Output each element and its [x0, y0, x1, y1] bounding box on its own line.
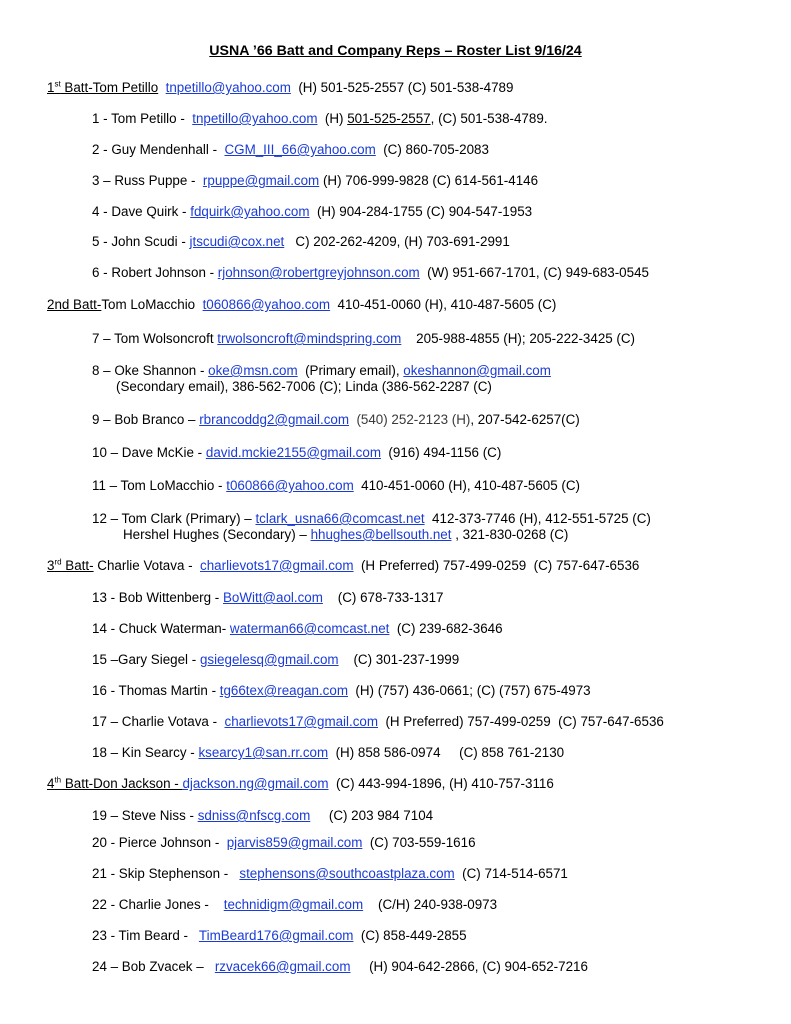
list-item: 19 – Steve Niss - sdniss@nfscg.com (C) 203 984 7104 [92, 808, 434, 823]
batt-3-header: 3rd Batt- Charlie Votava - charlievots17@gmail.com (H Preferred) 757-499-0259 (C) 757-647-6536 [47, 557, 640, 573]
list-item-continuation: (Secondary email), 386-562-7006 (C); Linda (386-562-2287 (C) [116, 379, 492, 394]
list-item: 7 – Tom Wolsoncroft trwolsoncroft@mindspring.com 205-988-4855 (H); 205-222-3425 (C) [92, 331, 636, 346]
batt-4-header: 4th Batt-Don Jackson - djackson.ng@gmail.com (C) 443-994-1896, (H) 410-757-3116 [47, 775, 554, 791]
email-link[interactable]: trwolsoncroft@mindspring.com [217, 331, 402, 346]
list-item: 24 – Bob Zvacek – rzvacek66@gmail.com (H) 904-642-2866, (C) 904-652-7216 [92, 959, 588, 974]
email-link[interactable]: t060866@yahoo.com [226, 478, 354, 493]
email-link[interactable]: fdquirk@yahoo.com [190, 204, 310, 219]
email-link[interactable]: tnpetillo@yahoo.com [192, 111, 318, 126]
list-item: 17 – Charlie Votava - charlievots17@gmail.com (H Preferred) 757-499-0259 (C) 757-647-6536 [92, 714, 664, 729]
email-link[interactable]: gsiegelesq@gmail.com [199, 652, 339, 667]
batt-2-email-link[interactable]: t060866@yahoo.com [202, 297, 331, 312]
list-item: 3 – Russ Puppe - rpuppe@gmail.com (H) 706-999-9828 (C) 614-561-4146 [92, 173, 539, 188]
batt-1-label: 1st Batt-Tom Petillo [47, 79, 159, 95]
email-link[interactable]: BoWitt@aol.com [223, 590, 323, 605]
list-item: 8 – Oke Shannon - oke@msn.com (Primary email), okeshannon@gmail.com [92, 363, 551, 378]
batt-3-label: 3rd Batt- [47, 557, 94, 573]
list-item: 11 – Tom LoMacchio - t060866@yahoo.com 410-451-0060 (H), 410-487-5605 (C) [92, 478, 580, 493]
list-item: 2 - Guy Mendenhall - CGM_III_66@yahoo.com (C) 860-705-2083 [92, 142, 489, 157]
email-link[interactable]: charlievots17@gmail.com [224, 714, 379, 729]
email-link[interactable]: pjarvis859@gmail.com [226, 835, 363, 850]
list-item: 18 – Kin Searcy - ksearcy1@san.rr.com (H) 858 586-0974 (C) 858 761-2130 [92, 745, 565, 760]
email-link[interactable]: tclark_usna66@comcast.net [255, 511, 425, 526]
email-link-secondary[interactable]: okeshannon@gmail.com [403, 363, 551, 378]
list-item: 20 - Pierce Johnson - pjarvis859@gmail.com (C) 703-559-1616 [92, 835, 476, 850]
email-link[interactable]: technidigm@gmail.com [223, 897, 364, 912]
list-item: 14 - Chuck Waterman- waterman66@comcast.net (C) 239-682-3646 [92, 621, 503, 636]
batt-1-email-link[interactable]: tnpetillo@yahoo.com [165, 80, 291, 95]
batt-3-email-link[interactable]: charlievots17@gmail.com [200, 558, 354, 573]
list-item: 4 - Dave Quirk - fdquirk@yahoo.com (H) 904-284-1755 (C) 904-547-1953 [92, 204, 533, 219]
batt-2-header: 2nd Batt-Tom LoMacchio t060866@yahoo.com 410-451-0060 (H), 410-487-5605 (C) [47, 297, 557, 312]
list-item: 13 - Bob Wittenberg - BoWitt@aol.com (C) 678-733-1317 [92, 590, 444, 605]
email-link[interactable]: david.mckie2155@gmail.com [205, 445, 381, 460]
email-link[interactable]: rzvacek66@gmail.com [214, 959, 351, 974]
list-item: 9 – Bob Branco – rbrancoddg2@gmail.com (540) 252-2123 (H), 207-542-6257(C) [92, 412, 580, 427]
list-item: 6 - Robert Johnson - rjohnson@robertgreyjohnson.com (W) 951-667-1701, (C) 949-683-0545 [92, 265, 649, 280]
email-link[interactable]: rpuppe@gmail.com [202, 173, 320, 188]
page-title: USNA ’66 Batt and Company Reps – Roster List 9/16/24 [209, 43, 582, 59]
email-link[interactable]: tg66tex@reagan.com [219, 683, 348, 698]
batt-4-label: 4th Batt-Don Jackson - [47, 775, 183, 791]
email-link[interactable]: hhughes@bellsouth.net [310, 527, 452, 542]
list-item: 1 - Tom Petillo - tnpetillo@yahoo.com (H) 501-525-2557, (C) 501-538-4789. [92, 111, 548, 126]
email-link[interactable]: jtscudi@cox.net [189, 234, 285, 249]
batt-4-email-link[interactable]: djackson.ng@gmail.com [182, 776, 329, 791]
email-link[interactable]: sdniss@nfscg.com [197, 808, 311, 823]
email-link[interactable]: rjohnson@robertgreyjohnson.com [217, 265, 420, 280]
email-link[interactable]: ksearcy1@san.rr.com [198, 745, 329, 760]
email-link[interactable]: rbrancoddg2@gmail.com [199, 412, 350, 427]
email-link[interactable]: TimBeard176@gmail.com [198, 928, 354, 943]
list-item: 22 - Charlie Jones - technidigm@gmail.com (C/H) 240-938-0973 [92, 897, 498, 912]
email-link[interactable]: stephensons@southcoastplaza.com [239, 866, 455, 881]
list-item: 12 – Tom Clark (Primary) – tclark_usna66@comcast.net 412-373-7746 (H), 412-551-5725 (C) [92, 511, 651, 526]
list-item: 21 - Skip Stephenson - stephensons@southcoastplaza.com (C) 714-514-6571 [92, 866, 568, 881]
list-item: 23 - Tim Beard - TimBeard176@gmail.com (C) 858-449-2855 [92, 928, 467, 943]
list-item: 10 – Dave McKie - david.mckie2155@gmail.com (916) 494-1156 (C) [92, 445, 502, 460]
batt-2-label: 2nd Batt- [47, 297, 102, 312]
list-item-secondary: Hershel Hughes (Secondary) – hhughes@bellsouth.net , 321-830-0268 (C) [123, 527, 569, 542]
batt-1-header: 1st Batt-Tom Petillo tnpetillo@yahoo.com (H) 501-525-2557 (C) 501-538-4789 [47, 79, 514, 95]
email-link[interactable]: CGM_III_66@yahoo.com [224, 142, 376, 157]
list-item: 5 - John Scudi - jtscudi@cox.net C) 202-262-4209, (H) 703-691-2991 [92, 234, 510, 249]
list-item: 15 –Gary Siegel - gsiegelesq@gmail.com (C) 301-237-1999 [92, 652, 460, 667]
list-item: 16 - Thomas Martin - tg66tex@reagan.com (H) (757) 436-0661; (C) (757) 675-4973 [92, 683, 591, 698]
email-link[interactable]: waterman66@comcast.net [229, 621, 390, 636]
email-link[interactable]: oke@msn.com [208, 363, 298, 378]
